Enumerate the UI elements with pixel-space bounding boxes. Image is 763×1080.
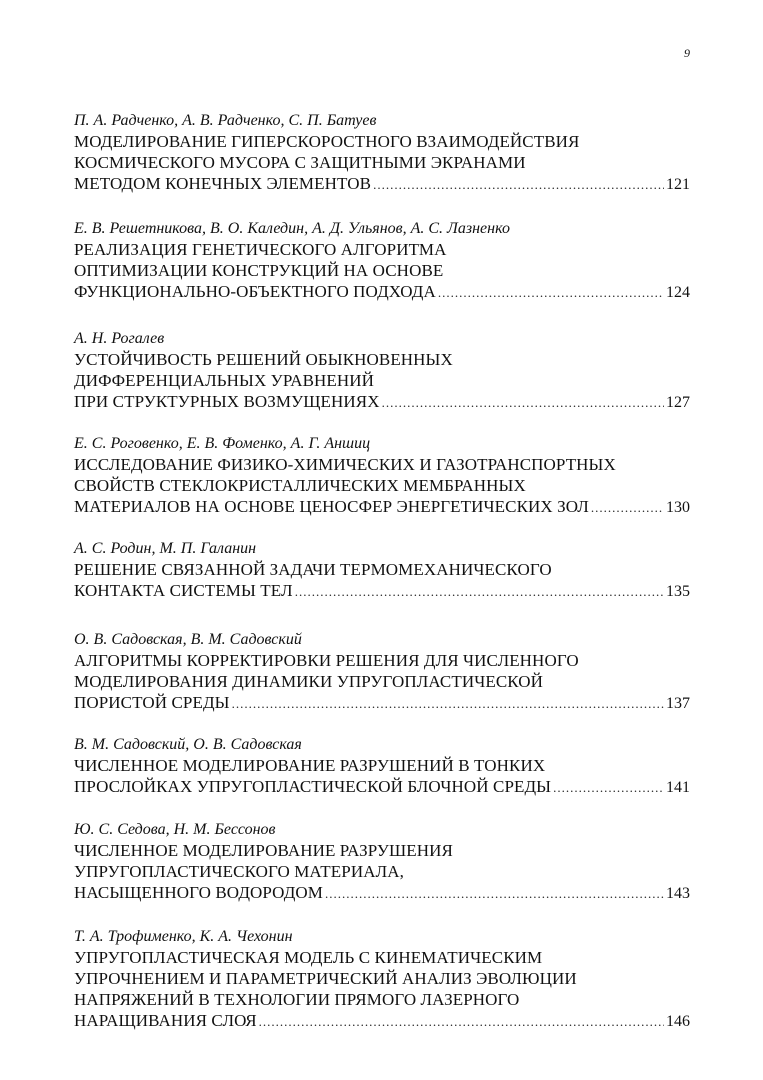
- entry-page-number[interactable]: 121: [666, 176, 690, 193]
- entry-page-number[interactable]: 130: [666, 499, 690, 516]
- entry-title-text: МАТЕРИАЛОВ НА ОСНОВЕ ЦЕНОСФЕР ЭНЕРГЕТИЧЕСКИХ ЗОЛ: [74, 497, 589, 516]
- entry-title-line: УСТОЙЧИВОСТЬ РЕШЕНИЙ ОБЫКНОВЕННЫХ: [74, 350, 453, 369]
- entry-title-text: МЕТОДОМ КОНЕЧНЫХ ЭЛЕМЕНТОВ: [74, 174, 372, 193]
- entry-title-line: УПРУГОПЛАСТИЧЕСКАЯ МОДЕЛЬ С КИНЕМАТИЧЕСКИМ: [74, 948, 543, 967]
- toc-entry[interactable]: [74, 218, 690, 303]
- entry-title-last-line: [74, 173, 690, 195]
- entry-authors: А. Н. Рогалев: [74, 330, 165, 347]
- entry-authors: Т. А. Трофименко, К. А. Чехонин: [74, 928, 293, 945]
- entry-authors: Е. В. Решетникова, В. О. Каледин, А. Д. Ульянов, А. С. Лазненко: [74, 220, 510, 237]
- entry-title-text: ПРОСЛОЙКАХ УПРУГОПЛАСТИЧЕСКОЙ БЛОЧНОЙ СРЕДЫ: [74, 777, 552, 796]
- entry-title-text: НАСЫЩЕННОГО ВОДОРОДОМ: [74, 883, 323, 902]
- dot-leader: [591, 497, 664, 518]
- entry-authors: О. В. Садовская, В. М. Садовский: [74, 631, 302, 648]
- dot-leader: [325, 883, 664, 904]
- entry-page-number[interactable]: 135: [666, 583, 690, 600]
- entry-page-number[interactable]: 137: [666, 695, 690, 712]
- entry-title-line: УПРУГОПЛАСТИЧЕСКОГО МАТЕРИАЛА,: [74, 862, 404, 881]
- entry-title-line: АЛГОРИТМЫ КОРРЕКТИРОВКИ РЕШЕНИЯ ДЛЯ ЧИСЛЕННОГО: [74, 651, 579, 670]
- toc-entry[interactable]: [74, 629, 690, 714]
- entry-title-line: ЧИСЛЕННОЕ МОДЕЛИРОВАНИЕ РАЗРУШЕНИЯ: [74, 841, 453, 860]
- entry-authors: А. С. Родин, М. П. Галанин: [74, 540, 257, 557]
- entry-title-last-line: [74, 692, 690, 714]
- entry-authors: Е. С. Роговенко, Е. В. Фоменко, А. Г. Аншиц: [74, 435, 371, 452]
- entry-title-text: ПОРИСТОЙ СРЕДЫ: [74, 693, 230, 712]
- entry-title-line: КОСМИЧЕСКОГО МУСОРА С ЗАЩИТНЫМИ ЭКРАНАМИ: [74, 153, 526, 172]
- entry-authors: Ю. С. Седова, Н. М. Бессонов: [74, 821, 276, 838]
- entry-title-text: КОНТАКТА СИСТЕМЫ ТЕЛ: [74, 581, 293, 600]
- entry-title-line: ИССЛЕДОВАНИЕ ФИЗИКО-ХИМИЧЕСКИХ И ГАЗОТРАНСПОРТНЫХ: [74, 455, 616, 474]
- entry-title-line: МОДЕЛИРОВАНИЕ ГИПЕРСКОРОСТНОГО ВЗАИМОДЕЙСТВИЯ: [74, 132, 580, 151]
- entry-title-text: НАРАЩИВАНИЯ СЛОЯ: [74, 1011, 257, 1030]
- table-of-contents: [74, 110, 690, 1032]
- entry-title-line: СВОЙСТВ СТЕКЛОКРИСТАЛЛИЧЕСКИХ МЕМБРАННЫХ: [74, 476, 526, 495]
- dot-leader: [295, 581, 664, 602]
- entry-title-line: ДИФФЕРЕНЦИАЛЬНЫХ УРАВНЕНИЙ: [74, 371, 375, 390]
- entry-title-line: МОДЕЛИРОВАНИЯ ДИНАМИКИ УПРУГОПЛАСТИЧЕСКОЙ: [74, 672, 544, 691]
- toc-entry[interactable]: [74, 110, 690, 195]
- dot-leader: [382, 392, 664, 413]
- dot-leader: [373, 174, 664, 195]
- entry-title-last-line: [74, 1010, 690, 1032]
- entry-page-number[interactable]: 127: [666, 394, 690, 411]
- entry-page-number[interactable]: 143: [666, 885, 690, 902]
- entry-title-last-line: [74, 580, 690, 602]
- entry-page-number[interactable]: 124: [666, 284, 690, 301]
- toc-entry[interactable]: [74, 819, 690, 904]
- entry-title-last-line: [74, 281, 690, 303]
- entry-title-line: РЕШЕНИЕ СВЯЗАННОЙ ЗАДАЧИ ТЕРМОМЕХАНИЧЕСКОГО: [74, 560, 552, 579]
- entry-title-line: УПРОЧНЕНИЕМ И ПАРАМЕТРИЧЕСКИЙ АНАЛИЗ ЭВОЛЮЦИИ: [74, 969, 577, 988]
- entry-title-last-line: [74, 391, 690, 413]
- dot-leader: [232, 693, 664, 714]
- dot-leader: [438, 282, 664, 303]
- entry-title-line: ОПТИМИЗАЦИИ КОНСТРУКЦИЙ НА ОСНОВЕ: [74, 261, 444, 280]
- toc-entry[interactable]: [74, 433, 690, 518]
- dot-leader: [259, 1011, 664, 1032]
- toc-entry[interactable]: [74, 328, 690, 413]
- toc-entry[interactable]: [74, 538, 690, 602]
- entry-title-last-line: [74, 882, 690, 904]
- entry-title-line: ЧИСЛЕННОЕ МОДЕЛИРОВАНИЕ РАЗРУШЕНИЙ В ТОНКИХ: [74, 756, 546, 775]
- toc-entry[interactable]: [74, 734, 690, 798]
- entry-title-last-line: [74, 776, 690, 798]
- entry-title-line: НАПРЯЖЕНИЙ В ТЕХНОЛОГИИ ПРЯМОГО ЛАЗЕРНОГО: [74, 990, 520, 1009]
- toc-entry[interactable]: [74, 926, 690, 1032]
- entry-title-line: РЕАЛИЗАЦИЯ ГЕНЕТИЧЕСКОГО АЛГОРИТМА: [74, 240, 447, 259]
- entry-page-number[interactable]: 146: [666, 1013, 690, 1030]
- page-number: 9: [684, 46, 690, 60]
- entry-authors: В. М. Садовский, О. В. Садовская: [74, 736, 302, 753]
- entry-title-text: ФУНКЦИОНАЛЬНО-ОБЪЕКТНОГО ПОДХОДА: [74, 282, 436, 301]
- entry-title-text: ПРИ СТРУКТУРНЫХ ВОЗМУЩЕНИЯХ: [74, 392, 380, 411]
- dot-leader: [553, 777, 664, 798]
- entry-authors: П. А. Радченко, А. В. Радченко, С. П. Батуев: [74, 112, 377, 129]
- entry-page-number[interactable]: 141: [666, 779, 690, 796]
- entry-title-last-line: [74, 496, 690, 518]
